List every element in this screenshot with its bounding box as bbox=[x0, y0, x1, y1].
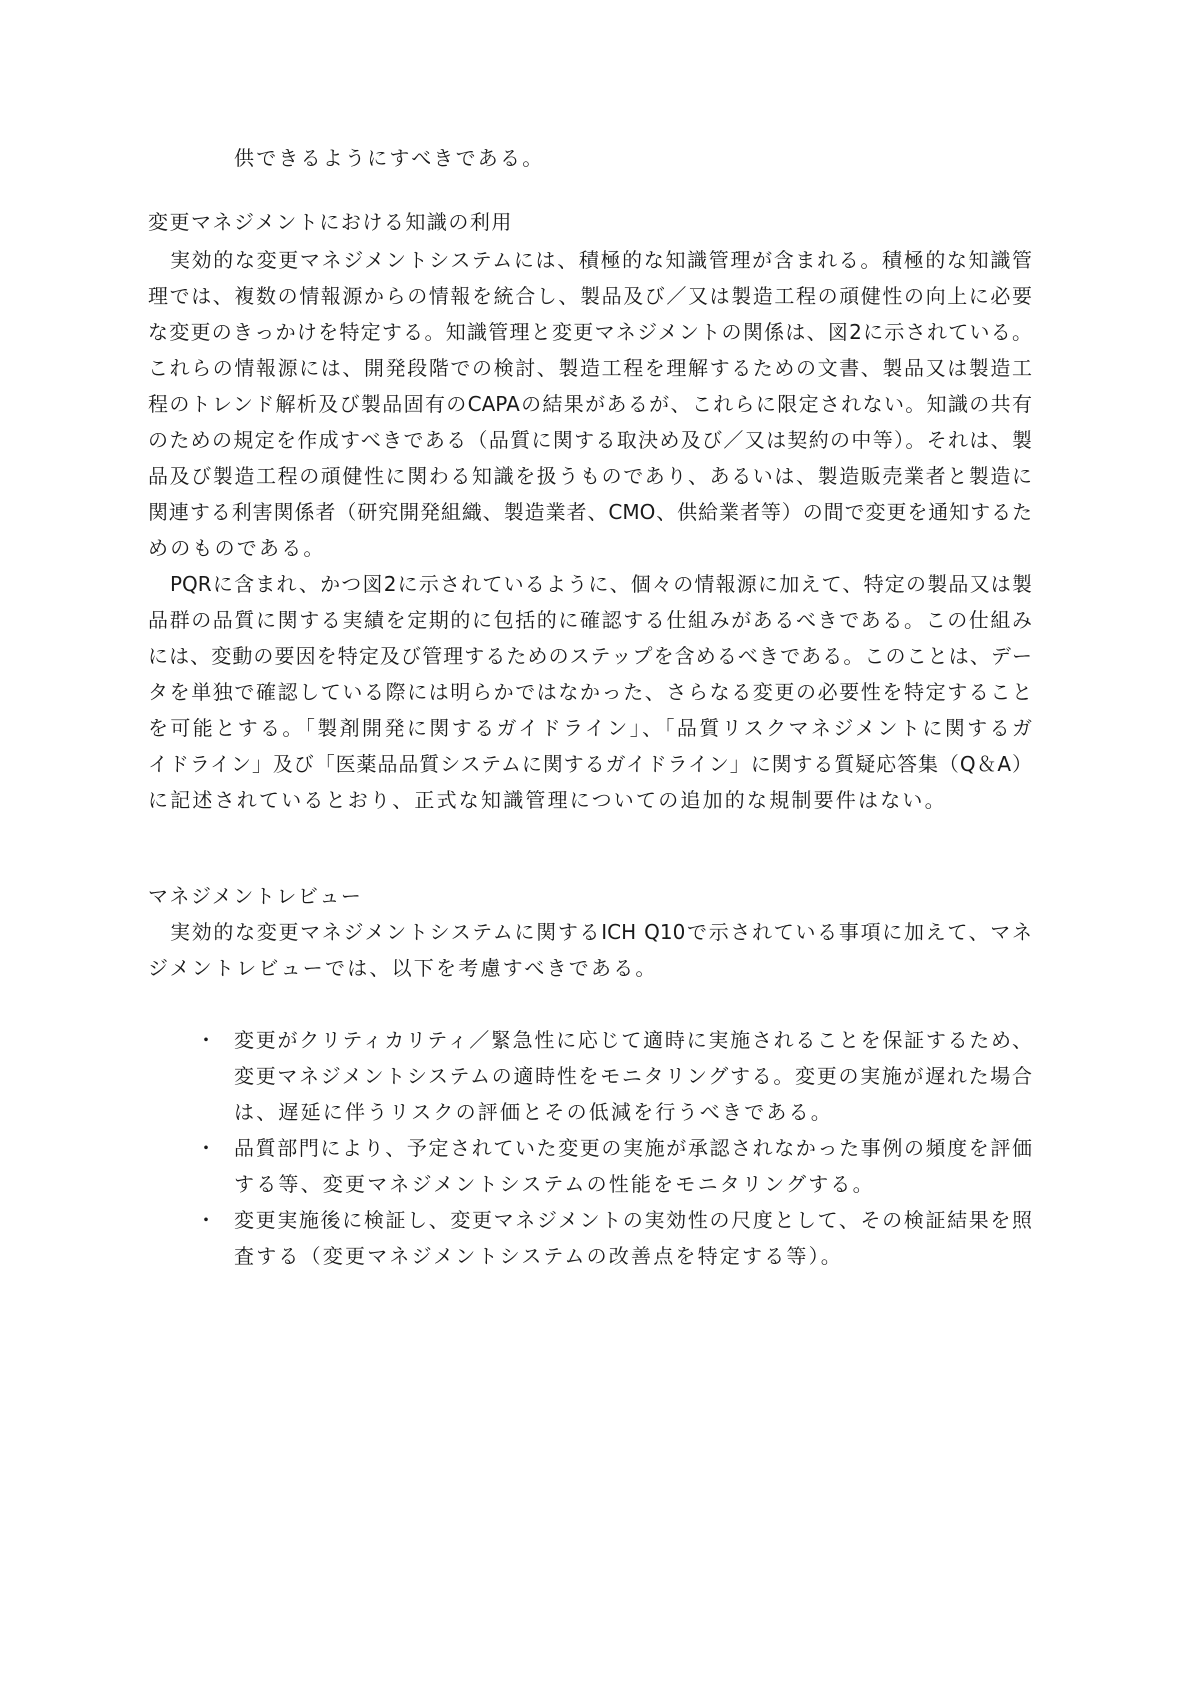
paragraph-line: PQRに含まれ、かつ図2に示されているように、個々の情報源に加えて、特定の製品又は製 bbox=[170, 572, 1032, 596]
paragraph-line: 関連する利害関係者（研究開発組織、製造業者、CMO、供給業者等）の間で変更を通知するた bbox=[148, 500, 1032, 524]
continuation-text: 供できるようにすべきである。 bbox=[234, 146, 545, 170]
bullet-line: する等、変更マネジメントシステムの性能をモニタリングする。 bbox=[234, 1172, 875, 1196]
paragraph-line: これらの情報源には、開発段階での検討、製造工程を理解するための文書、製品又は製造工 bbox=[148, 356, 1032, 380]
bullet-marker: ・ bbox=[196, 1136, 216, 1160]
bullet-line: 変更マネジメントシステムの適時性をモニタリングする。変更の実施が遅れた場合 bbox=[234, 1064, 1032, 1088]
paragraph-line: 理では、複数の情報源からの情報を統合し、製品及び／又は製造工程の頑健性の向上に必要 bbox=[148, 284, 1032, 308]
paragraph-line: 実効的な変更マネジメントシステムには、積極的な知識管理が含まれる。積極的な知識管 bbox=[170, 248, 1032, 272]
paragraph-line: タを単独で確認している際には明らかではなかった、さらなる変更の必要性を特定すること bbox=[148, 680, 1032, 704]
bullet-line: 品質部門により、予定されていた変更の実施が承認されなかった事例の頻度を評価 bbox=[234, 1136, 1032, 1160]
paragraph-line: に記述されているとおり、正式な知識管理についての追加的な規制要件はない。 bbox=[148, 788, 947, 812]
section-heading-management-review: マネジメントレビュー bbox=[148, 884, 363, 908]
bullet-marker: ・ bbox=[196, 1208, 216, 1232]
paragraph-line: には、変動の要因を特定及び管理するためのステップを含めるべきである。このことは、デー bbox=[148, 644, 1032, 668]
bullet-line: 変更がクリティカリティ／緊急性に応じて適時に実施されることを保証するため、 bbox=[234, 1028, 1032, 1052]
paragraph-line: ジメントレビューでは、以下を考慮すべきである。 bbox=[148, 956, 658, 980]
paragraph-line: めのものである。 bbox=[148, 536, 326, 560]
paragraph-line: を可能とする。「製剤開発に関するガイドライン」、「品質リスクマネジメントに関するガ bbox=[148, 716, 1032, 740]
paragraph-line: イドライン」及び「医薬品品質システムに関するガイドライン」に関する質疑応答集（Q＆A） bbox=[148, 752, 1032, 776]
bullet-line: は、遅延に伴うリスクの評価とその低減を行うべきである。 bbox=[234, 1100, 833, 1124]
paragraph-line: 品及び製造工程の頑健性に関わる知識を扱うものであり、あるいは、製造販売業者と製造に bbox=[148, 464, 1032, 488]
bullet-marker: ・ bbox=[196, 1028, 216, 1052]
bullet-line: 変更実施後に検証し、変更マネジメントの実効性の尺度として、その検証結果を照 bbox=[234, 1208, 1032, 1232]
paragraph-line: な変更のきっかけを特定する。知識管理と変更マネジメントの関係は、図2に示されている。 bbox=[148, 320, 1032, 344]
paragraph-line: 品群の品質に関する実績を定期的に包括的に確認する仕組みがあるべきである。この仕組み bbox=[148, 608, 1032, 632]
section-heading-knowledge: 変更マネジメントにおける知識の利用 bbox=[148, 210, 513, 234]
paragraph-line: のための規定を作成すべきである（品質に関する取決め及び／又は契約の中等）。それは、製 bbox=[148, 428, 1032, 452]
paragraph-line: 実効的な変更マネジメントシステムに関するICH Q10で示されている事項に加えて、マネ bbox=[170, 920, 1032, 944]
bullet-line: 査する（変更マネジメントシステムの改善点を特定する等）。 bbox=[234, 1244, 843, 1268]
paragraph-line: 程のトレンド解析及び製品固有のCAPAの結果があるが、これらに限定されない。知識の共有 bbox=[148, 392, 1032, 416]
